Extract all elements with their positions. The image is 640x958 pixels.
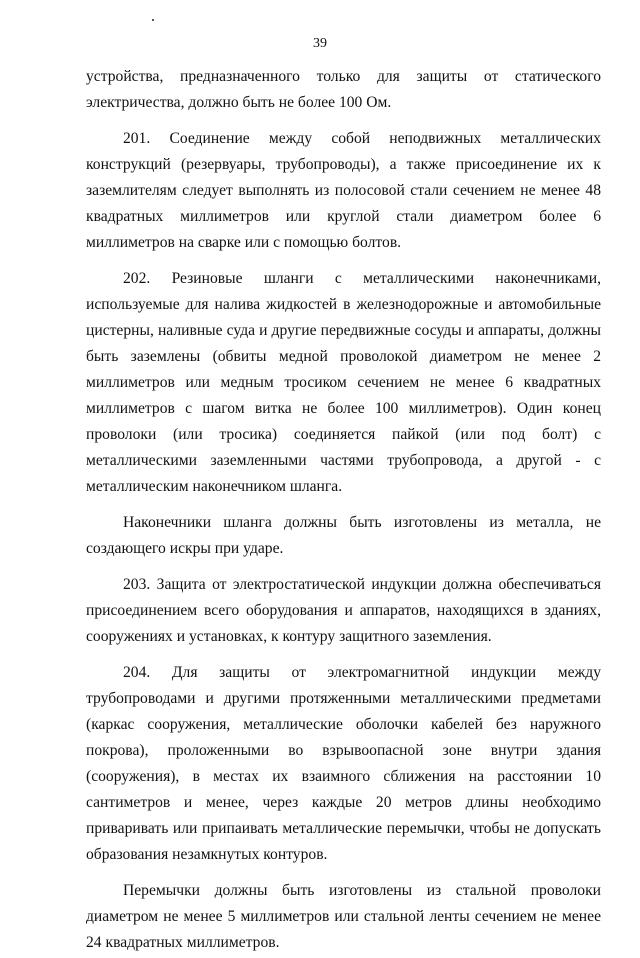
scan-speck bbox=[152, 19, 154, 21]
paragraph-201: 201. Соединение между собой неподвижных металлических конструкций (резервуары, трубопроводы), а также присоединение их к заземлителям следует выполнять из полосовой стали сечением не менее 48 квадратных миллиметров или круглой стали диаметром более 6 миллиметров на сварке или с помощью болтов. bbox=[86, 130, 601, 251]
paragraph-204: 204. Для защиты от электромагнитной индукции между трубопроводами и другими протяженными металлическими предметами (каркас сооружения, металлические оболочки кабелей без наружного покрова), проложенными во взрывоопасной зоне внутри здания (сооружения), в местах их взаимного сближения на расстоянии 10 сантиметров и менее, через каждые 20 метров длины необходимо приваривать или припаивать металлические перемычки, чтобы не допускать образования незамкнутых контуров. bbox=[86, 664, 601, 863]
paragraph-204-jumpers: Перемычки должны быть изготовлены из стальной проволоки диаметром не менее 5 миллиметров или стальной ленты сечением не менее 24 квадратных миллиметров. bbox=[86, 882, 601, 951]
paragraph-continuation: устройства, предназначенного только для защиты от статического электричества, должно быть не более 100 Ом. bbox=[86, 68, 601, 111]
document-body bbox=[86, 64, 601, 958]
paragraph-203: 203. Защита от электростатической индукции должна обеспечиваться присоединением всего оборудования и аппаратов, находящихся в зданиях, сооружениях и установках, к контуру защитного заземления. bbox=[86, 576, 601, 645]
paragraph-202: 202. Резиновые шланги с металлическими наконечниками, используемые для налива жидкостей в железнодорожные и автомобильные цистерны, наливные суда и другие передвижные сосуды и аппараты, должны быть заземлены (обвиты медной проволокой диаметром не менее 2 миллиметров или медным тросиком сечением не менее 6 квадратных миллиметров с шагом витка не более 100 миллиметров). Один конец проволоки (или тросика) соединяется пайкой (или под болт) с металлическими заземленными частями трубопровода, а другой - с металлическим наконечником шланга. bbox=[86, 270, 601, 495]
page-number: 39 bbox=[313, 36, 327, 51]
paragraph-202-tips: Наконечники шланга должны быть изготовлены из металла, не создающего искры при ударе. bbox=[86, 514, 601, 557]
